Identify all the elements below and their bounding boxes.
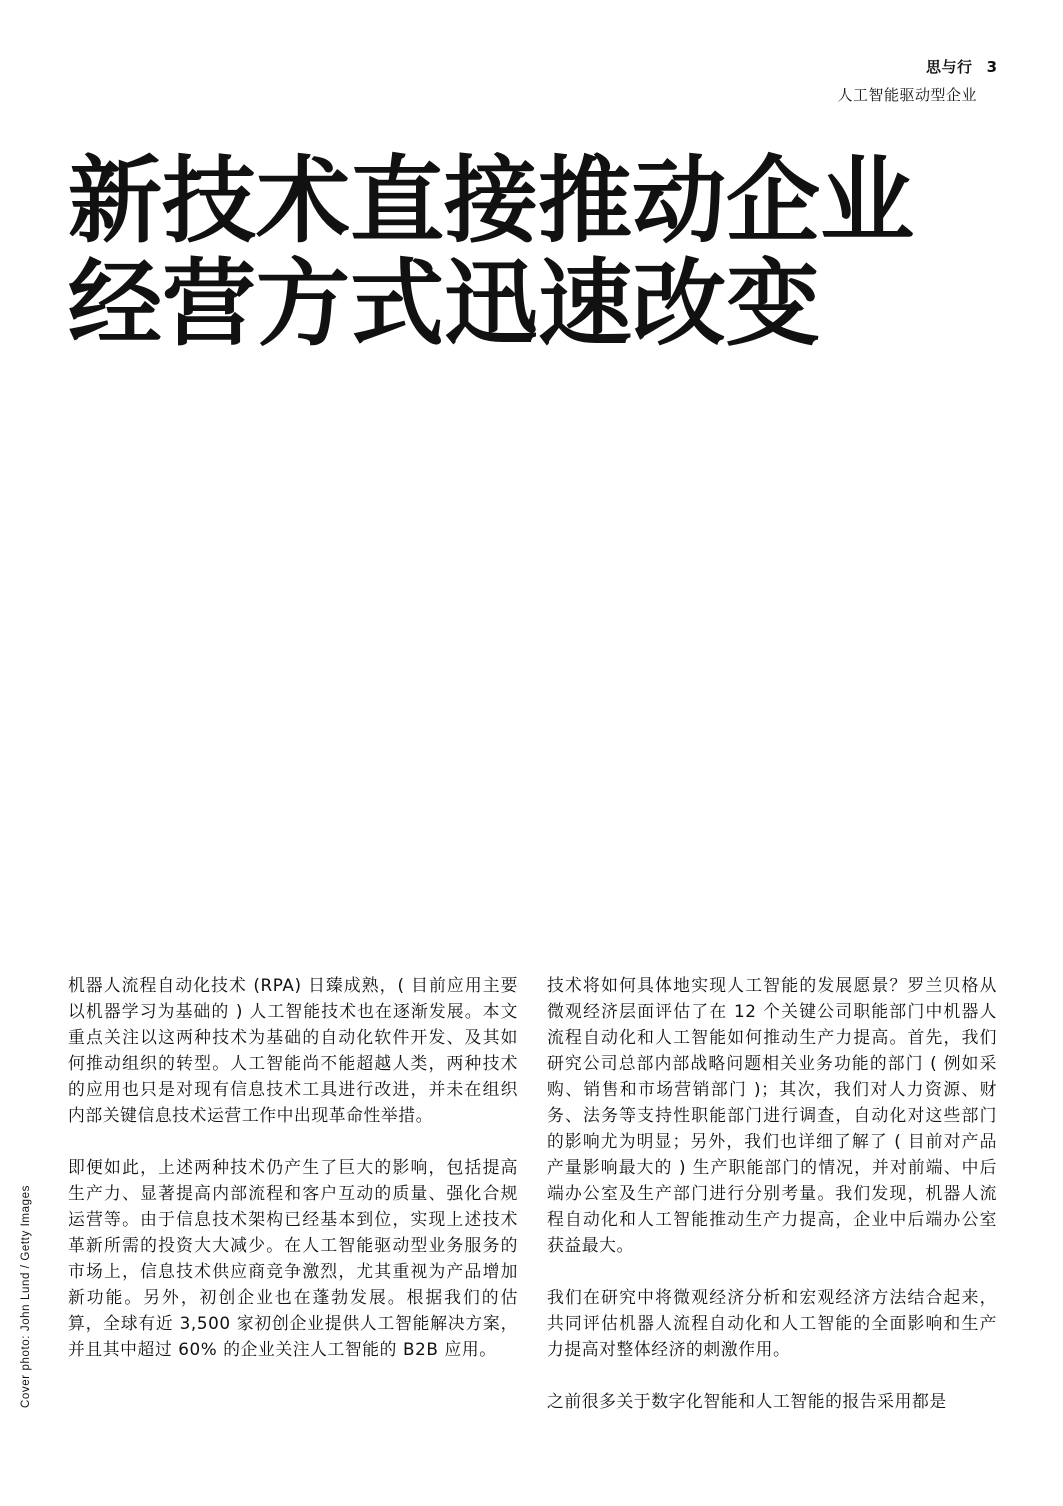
paragraph: 我们在研究中将微观经济分析和宏观经济方法结合起来，共同评估机器人流程自动化和人工智能的全面影响和生产力提高对整体经济的刺激作用。 bbox=[547, 1287, 997, 1359]
paragraph: 机器人流程自动化技术 (RPA) 日臻成熟，( 目前应用主要以机器学习为基础的 ) 人工智能技术也在逐渐发展。本文重点关注以这两种技术为基础的自动化软件开发、及其如何推动组织的转型。人工智能尚不能超越人类，两种技术的应用也只是对现有信息技术工具进行改进，并未在组织内部关键信息技术运营工作中出现革命性举措。 bbox=[68, 975, 518, 1125]
headline-line-2: 经营方式迅速改变 bbox=[68, 250, 821, 359]
paragraph: 即便如此，上述两种技术仍产生了巨大的影响，包括提高生产力、显著提高内部流程和客户互动的质量、强化合规运营等。由于信息技术架构已经基本到位，实现上述技术革新所需的投资大大减少。在人工智能驱动型业务服务的市场上，信息技术供应商竞争激烈，尤其重视为产品增加新功能。另外，初创企业也在蓬勃发展。根据我们的估算，全球有近 3,500 家初创企业提供人工智能解决方案，并且其中超过 60% 的企业关注人工智能的 B2B 应用。 bbox=[68, 1157, 518, 1359]
page-number: 3 bbox=[986, 58, 997, 76]
page-headline bbox=[68, 147, 968, 359]
paragraph: 之前很多关于数字化智能和人工智能的报告采用都是 bbox=[547, 1391, 947, 1411]
photo-credit: Cover photo: John Lund / Getty Images bbox=[20, 1185, 32, 1408]
report-title: 人工智能驱动型企业 bbox=[837, 86, 977, 104]
paragraph: 技术将如何具体地实现人工智能的发展愿景？罗兰贝格从微观经济层面评估了在 12 个关键公司职能部门中机器人流程自动化和人工智能如何推动生产力提高。首先，我们研究公司总部内部战略问题相关业务功能的部门 ( 例如采购、销售和市场营销部门 )；其次，我们对人力资源、财务、法务等支持性职能部门进行调查，自动化对这些部门的影响尤为明显；另外，我们也详细了解了 ( 目前对产品产量影响最大的 ) 生产职能部门的情况，并对前端、中后端办公室及生产部门进行分别考量。我们发现，机器人流程自动化和人工智能推动生产力提高，企业中后端办公室获益最大。 bbox=[547, 975, 997, 1255]
section-name: 思与行 bbox=[926, 58, 973, 76]
left-text-column bbox=[68, 972, 518, 1388]
header-top-row bbox=[837, 56, 997, 77]
headline-line-1: 新技术直接推动企业 bbox=[68, 147, 915, 256]
page-header bbox=[837, 56, 997, 105]
right-text-column bbox=[547, 972, 997, 1440]
